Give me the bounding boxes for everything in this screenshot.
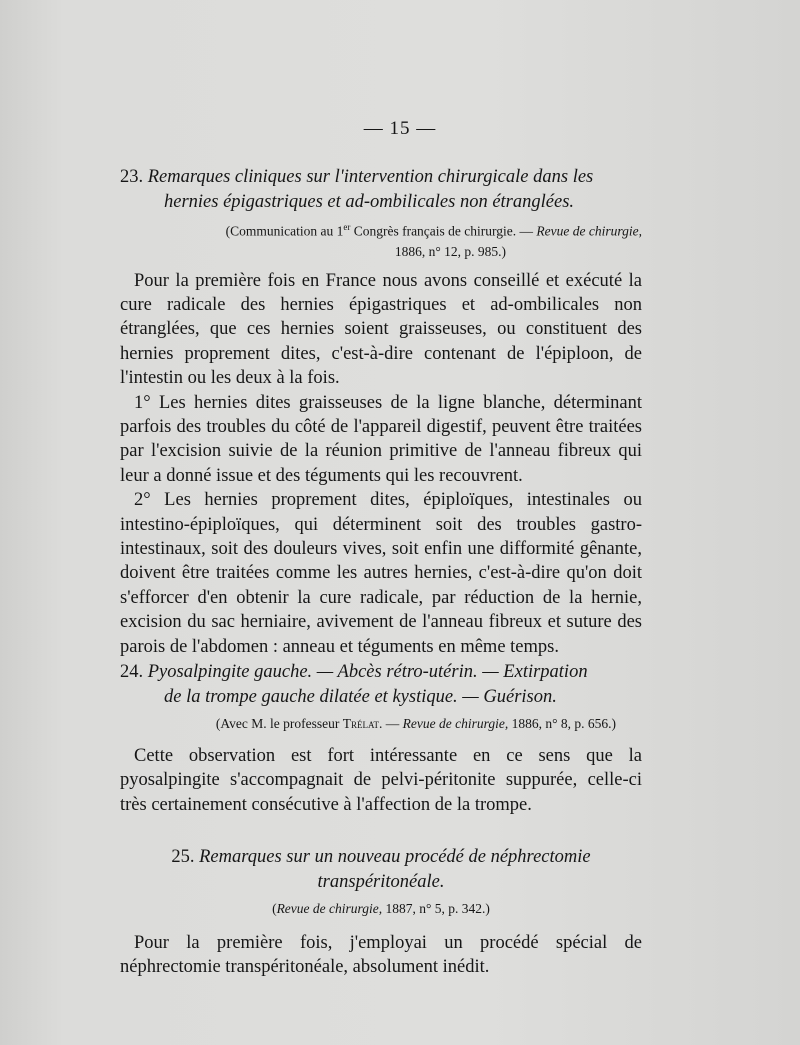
entry-23-number: 23. [120,167,144,187]
entry-24-paragraph-1: Cette observation est fort intéressante en ce sens que la pyosalpingite s'accompagnait de pelvi-péritonite suppurée, celle-ci très certainement consécutive à l'affection de la trompe. [120,746,642,815]
page-number: — 15 — [363,118,437,139]
entry-23-paragraph-2: 1° Les hernies dites graisseuses de la ligne blanche, déterminant parfois des troubles du côté de l'appareil digestif, peuvent être traitées par l'excision suivie de la réunion primitive de l'anneau fibreux qui leur a donné issue et des téguments qui les recouvrent. [120,392,642,486]
entry-25-reference: (Revue de chirurgie, 1887, n° 5, p. 342.) [272,901,490,916]
entry-23-title-line2: hernies épigastriques et ad-ombilicales non étranglées. [164,192,575,212]
entry-24-title-line1: Pyosalpingite gauche. — Abcès rétro-utérin. — Extirpation [147,662,588,682]
entry-25-title-line1: Remarques sur un nouveau procédé de néphrectomie [199,847,591,867]
entry-23-paragraph-1: Pour la première fois en France nous avons conseillé et exécuté la cure radicale des hernies épigastriques et ad-ombilicales non étranglées, que ces hernies soient graisseuses, ou constituent des hernies proprement dites, c'est-à-dire contenant de l'épiploon, de l'intestin ou les deux à la fois. [120,270,642,389]
entry-24-number: 24. [120,662,144,682]
entry-23-title [120,165,642,215]
entry-24-title-line2: de la trompe gauche dilatée et kystique. — Guérison. [164,687,557,707]
entry-23-reference: (Communication au 1er Congrès français de chirurgie. — Revue de chirurgie, 1886, n° 12, p. 985.) [225,222,642,259]
entry-24-reference: (Avec M. le professeur Trélat. — Revue de chirurgie, 1886, n° 8, p. 656.) [215,716,616,731]
entry-25-title-line2: transpéritonéale. [317,872,445,892]
entry-23-title-line1: Remarques cliniques sur l'intervention chirurgicale dans les [147,167,594,187]
entry-23 [120,165,642,659]
entry-25 [120,845,642,980]
entry-25-title [120,845,642,895]
entry-24 [120,660,642,817]
entry-25-number: 25. [171,847,195,867]
entry-24-title [120,660,642,710]
entry-23-paragraph-3: 2° Les hernies proprement dites, épiploïques, intestinales ou intestino-épiploïques, qui déterminent soit des troubles gastro-intestinaux, soit des douleurs vives, soit enfin une difformité gênante, doivent être traitées comme les autres hernies, c'est-à-dire qu'on doit s'efforcer d'en obtenir la cure radicale, par réduction de la hernie, excision du sac herniaire, avivement de l'anneau fibreux et suture des parois de l'abdomen : anneau et téguments en même temps. [120,490,642,657]
entry-25-paragraph-1: Pour la première fois, j'employai un procédé spécial de néphrectomie transpéritonéale, absolument inédit. [120,933,642,978]
